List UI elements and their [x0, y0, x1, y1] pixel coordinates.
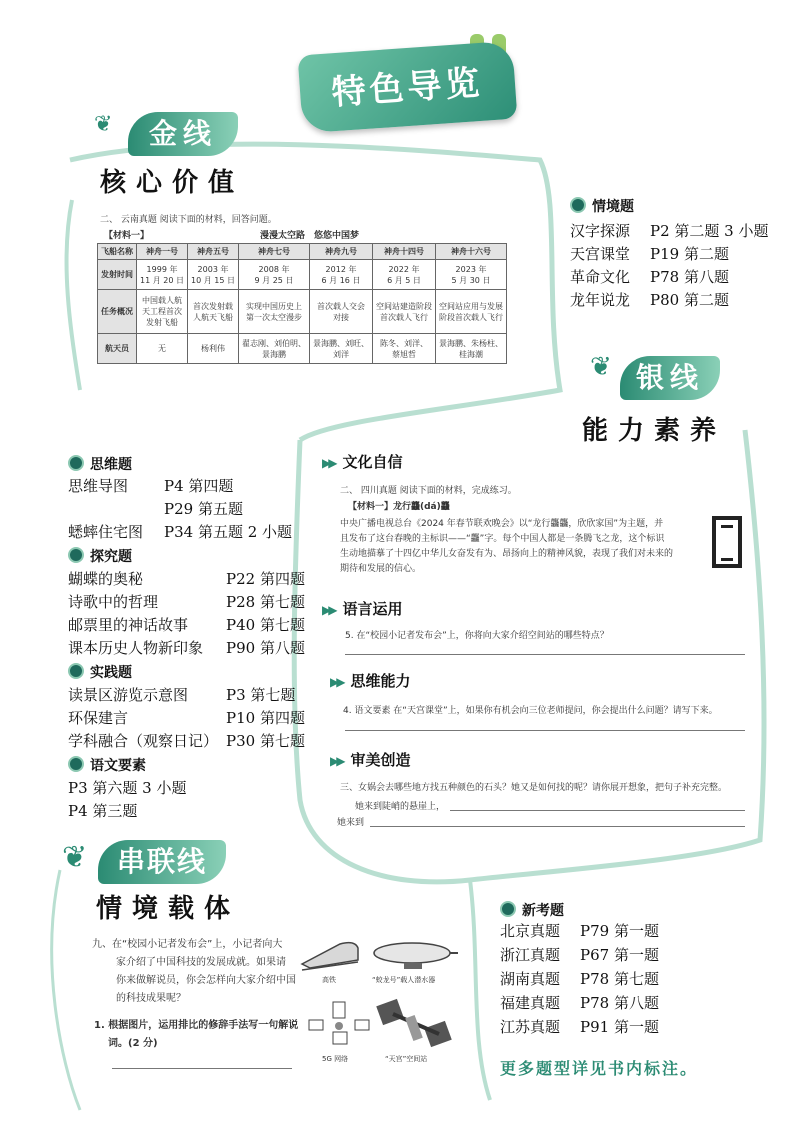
item-name: 汉字探源: [570, 222, 631, 240]
list-item: [570, 289, 729, 310]
item-name: 思维导图: [68, 477, 129, 495]
aesthetic-line-1: 她来到陡峭的悬崖上，: [355, 802, 446, 812]
table-row: [98, 260, 507, 290]
list-heading-label: 思维题: [90, 457, 132, 473]
item-ref: P78 第七题: [580, 970, 659, 988]
item-name: 江苏真题: [500, 1018, 561, 1036]
item-ref: P91 第一题: [580, 1018, 659, 1036]
table-cell: 无: [137, 334, 188, 364]
item-ref: P10 第四题: [226, 709, 305, 727]
gold-label: 金线: [128, 112, 238, 156]
list-item: [500, 944, 659, 965]
table-cell: 景海鹏、朱杨柱、 桂海潮: [436, 334, 507, 364]
gold-question: 二、 云南真题 阅读下面的材料，回答问题。: [100, 215, 277, 225]
list-item: [500, 1016, 659, 1037]
item-name: 学科融合（观察日记）: [68, 732, 219, 750]
list-item: [570, 243, 729, 264]
arrow-icon: ▶▶: [322, 603, 335, 617]
item-ref: P78 第八题: [650, 268, 729, 286]
table-cell: 航天员: [98, 334, 137, 364]
item-name: 环保建言: [68, 709, 129, 727]
table-cell: 中国载人航 天工程首次 发射飞船: [137, 290, 188, 334]
caption: “天宫”空间站: [385, 1055, 428, 1063]
answer-line: [345, 654, 745, 655]
list-item: [68, 800, 137, 821]
list-item: [68, 568, 305, 589]
answer-line: [112, 1068, 292, 1069]
list-item: [68, 777, 187, 798]
language-heading-label: 语言运用: [342, 600, 403, 618]
list-heading-label: 语文要素: [90, 758, 146, 774]
table-cell: 翟志刚、刘伯明、 景海鹏: [239, 334, 310, 364]
context-heading: [570, 196, 634, 216]
gold-title: 核心价值: [100, 168, 245, 198]
space-station-image: [375, 998, 455, 1050]
culture-heading: [322, 451, 402, 472]
chain-title: 情境载体: [96, 894, 241, 924]
table-cell: 1999 年 11 月 20 日: [137, 260, 188, 290]
item-ref: P3 第六题 3 小题: [68, 779, 187, 797]
language-question: 5. 在“校园小记者发布会”上，你将向大家介绍空间站的哪些特点？: [345, 631, 609, 641]
answer-line: [370, 826, 745, 827]
item-name: 邮票里的神话故事: [68, 616, 189, 634]
item-name: 课本历史人物新印象: [68, 639, 204, 657]
chain-sub-line: 1. 根据图片，运用排比的修辞手法写一句解说: [94, 1020, 299, 1031]
table-cell: 飞船名称: [98, 244, 137, 260]
bullet-dot-icon: [68, 547, 84, 563]
list-item: [500, 968, 659, 989]
thinking-heading: [330, 670, 410, 691]
item-name: 蟋蟀住宅图: [68, 523, 144, 541]
language-heading: [322, 598, 402, 619]
new-heading-label: 新考题: [522, 903, 564, 919]
table-cell: 任务概况: [98, 290, 137, 334]
table-cell: 神舟一号: [137, 244, 188, 260]
chain-label: 串联线: [98, 840, 226, 884]
item-ref: P79 第一题: [580, 922, 659, 940]
bullet-dot-icon: [68, 756, 84, 772]
context-heading-label: 情境题: [592, 199, 634, 215]
gold-material-label: 【材料一】: [104, 231, 150, 241]
list-item: [68, 730, 305, 751]
item-ref: P29 第五题: [164, 500, 243, 518]
table-cell: 神舟九号: [310, 244, 373, 260]
culture-body-line: 且发布了这台春晚的主标识——“龘”字。每个中国人都是一条腾飞之龙，这个标识: [340, 534, 665, 544]
list-item: [68, 498, 243, 519]
item-name: 福建真题: [500, 994, 561, 1012]
item-ref: P22 第四题: [226, 570, 305, 588]
silver-label: 银线: [620, 356, 720, 400]
culture-question: 二、 四川真题 阅读下面的材料，完成练习。: [340, 486, 517, 496]
leaf-icon: ❦: [94, 112, 113, 137]
footer-note: 更多题型详见书内标注。: [500, 1059, 699, 1078]
leaf-icon: ❦: [590, 352, 612, 382]
explore-list-heading: [68, 546, 132, 566]
item-ref: P67 第一题: [580, 946, 659, 964]
list-item: [68, 475, 233, 496]
list-item: [68, 637, 305, 658]
table-cell: 2012 年 6 月 16 日: [310, 260, 373, 290]
table-cell: 发射时间: [98, 260, 137, 290]
item-ref: P4 第三题: [68, 802, 138, 820]
arrow-icon: ▶▶: [330, 754, 343, 768]
elements-list-heading: [68, 755, 146, 775]
spacecraft-table: [97, 243, 507, 364]
new-heading: [500, 900, 564, 920]
answer-line: [345, 730, 745, 731]
table-cell: 神舟十四号: [373, 244, 436, 260]
list-item: [68, 707, 305, 728]
caption: 5G 网络: [322, 1055, 349, 1063]
table-cell: 2003 年 10 月 15 日: [188, 260, 239, 290]
chain-question-line: 家介绍了中国科技的发展成就。如果请: [116, 957, 286, 968]
practice-list-heading: [68, 662, 132, 682]
item-name: 龙年说龙: [570, 291, 631, 309]
item-name: 诗歌中的哲理: [68, 593, 159, 611]
chain-question-line: 九、在“校园小记者发布会”上，小记者向大: [92, 939, 283, 950]
list-item: [500, 992, 659, 1013]
table-row: [98, 290, 507, 334]
item-name: 北京真题: [500, 922, 561, 940]
chain-question-line: 的科技成果呢？: [116, 993, 186, 1004]
item-ref: P80 第二题: [650, 291, 729, 309]
5g-network-image: [305, 1000, 375, 1048]
table-cell: 空间站建造阶段 首次载人飞行: [373, 290, 436, 334]
bullet-dot-icon: [570, 197, 586, 213]
thinking-list-heading: [68, 454, 132, 474]
item-name: 浙江真题: [500, 946, 561, 964]
caption: “蛟龙号”载人潜水器: [372, 976, 436, 984]
table-cell: 2022 年 6 月 5 日: [373, 260, 436, 290]
item-ref: P3 第七题: [226, 686, 296, 704]
table-cell: 景海鹏、刘旺、 刘洋: [310, 334, 373, 364]
table-cell: 神舟七号: [239, 244, 310, 260]
list-heading-label: 实践题: [90, 665, 132, 681]
high-speed-rail-image: [300, 934, 360, 974]
table-cell: 神舟五号: [188, 244, 239, 260]
aesthetic-heading-label: 审美创造: [350, 751, 411, 769]
list-item: [500, 920, 659, 941]
list-item: [68, 591, 305, 612]
table-cell: 杨利伟: [188, 334, 239, 364]
culture-heading-label: 文化自信: [342, 453, 403, 471]
item-ref: P34 第五题 2 小题: [164, 523, 293, 541]
leaf-icon: ❦: [62, 840, 88, 875]
list-item: [68, 684, 295, 705]
thinking-heading-label: 思维能力: [350, 672, 411, 690]
bullet-dot-icon: [68, 663, 84, 679]
list-item: [68, 521, 292, 542]
list-item: [570, 220, 769, 241]
table-cell: 首次发射载 人航天飞船: [188, 290, 239, 334]
item-ref: P19 第二题: [650, 245, 729, 263]
item-ref: P4 第四题: [164, 477, 234, 495]
aesthetic-question: 三、女娲会去哪些地方找五种颜色的石头？她又是如何找的呢？请你展开想象，把句子补充完整。: [340, 783, 728, 793]
item-ref: P78 第八题: [580, 994, 659, 1012]
culture-body-line: 中央广播电视总台《2024 年春节联欢晚会》以“龙行龘龘，欣欣家国”为主题，并: [340, 519, 664, 529]
item-name: 天宫课堂: [570, 245, 631, 263]
item-name: 读景区游览示意图: [68, 686, 189, 704]
list-item: [570, 266, 729, 287]
table-cell: 陈冬、刘洋、 蔡旭哲: [373, 334, 436, 364]
table-cell: 实现中国历史上 第一次太空漫步: [239, 290, 310, 334]
culture-body-line: 期待和发展的信心。: [340, 564, 422, 574]
item-ref: P28 第七题: [226, 593, 305, 611]
table-cell: 神舟十六号: [436, 244, 507, 260]
item-ref: P30 第七题: [226, 732, 305, 750]
long-character-image: [712, 516, 742, 568]
bullet-dot-icon: [500, 901, 516, 917]
chain-question-line: 你来做解说员，你会怎样向大家介绍中国: [116, 975, 296, 986]
answer-line: [450, 810, 745, 811]
culture-material: 【材料一】龙行龘(dá)龘: [348, 502, 450, 512]
aesthetic-line-2: 她来到: [337, 818, 365, 828]
item-ref: P40 第七题: [226, 616, 305, 634]
item-ref: P2 第二题 3 小题: [650, 222, 769, 240]
item-name: 革命文化: [570, 268, 631, 286]
item-name: 蝴蝶的奥秘: [68, 570, 144, 588]
arrow-icon: ▶▶: [330, 675, 343, 689]
chain-sub-line: 词。(2 分): [108, 1038, 158, 1049]
table-header-row: [98, 244, 507, 260]
table-cell: 空间站应用与发展 阶段首次载人飞行: [436, 290, 507, 334]
caption: 高铁: [322, 976, 336, 984]
bullet-dot-icon: [68, 455, 84, 471]
gold-material-title: 漫漫太空路 悠悠中国梦: [260, 231, 360, 241]
item-name: 湖南真题: [500, 970, 561, 988]
list-item: [68, 614, 305, 635]
item-ref: P90 第八题: [226, 639, 305, 657]
table-cell: 2008 年 9 月 25 日: [239, 260, 310, 290]
submersible-image: [370, 935, 460, 973]
table-row: [98, 334, 507, 364]
thinking-question: 4. 语文要素 在“天宫课堂”上，如果你有机会向三位老师提问，你会提出什么问题？请写下来。: [343, 706, 718, 716]
list-heading-label: 探究题: [90, 549, 132, 565]
silver-title: 能力素养: [582, 416, 727, 446]
arrow-icon: ▶▶: [322, 456, 335, 470]
culture-body-line: 生动地描摹了十四亿中华儿女奋发有为、昂扬向上的精神风貌，表现了我们对未来的: [340, 549, 674, 559]
table-cell: 首次载人交会 对接: [310, 290, 373, 334]
table-cell: 2023 年 5 月 30 日: [436, 260, 507, 290]
aesthetic-heading: [330, 749, 410, 770]
banner-title: 特色导览: [330, 62, 485, 114]
